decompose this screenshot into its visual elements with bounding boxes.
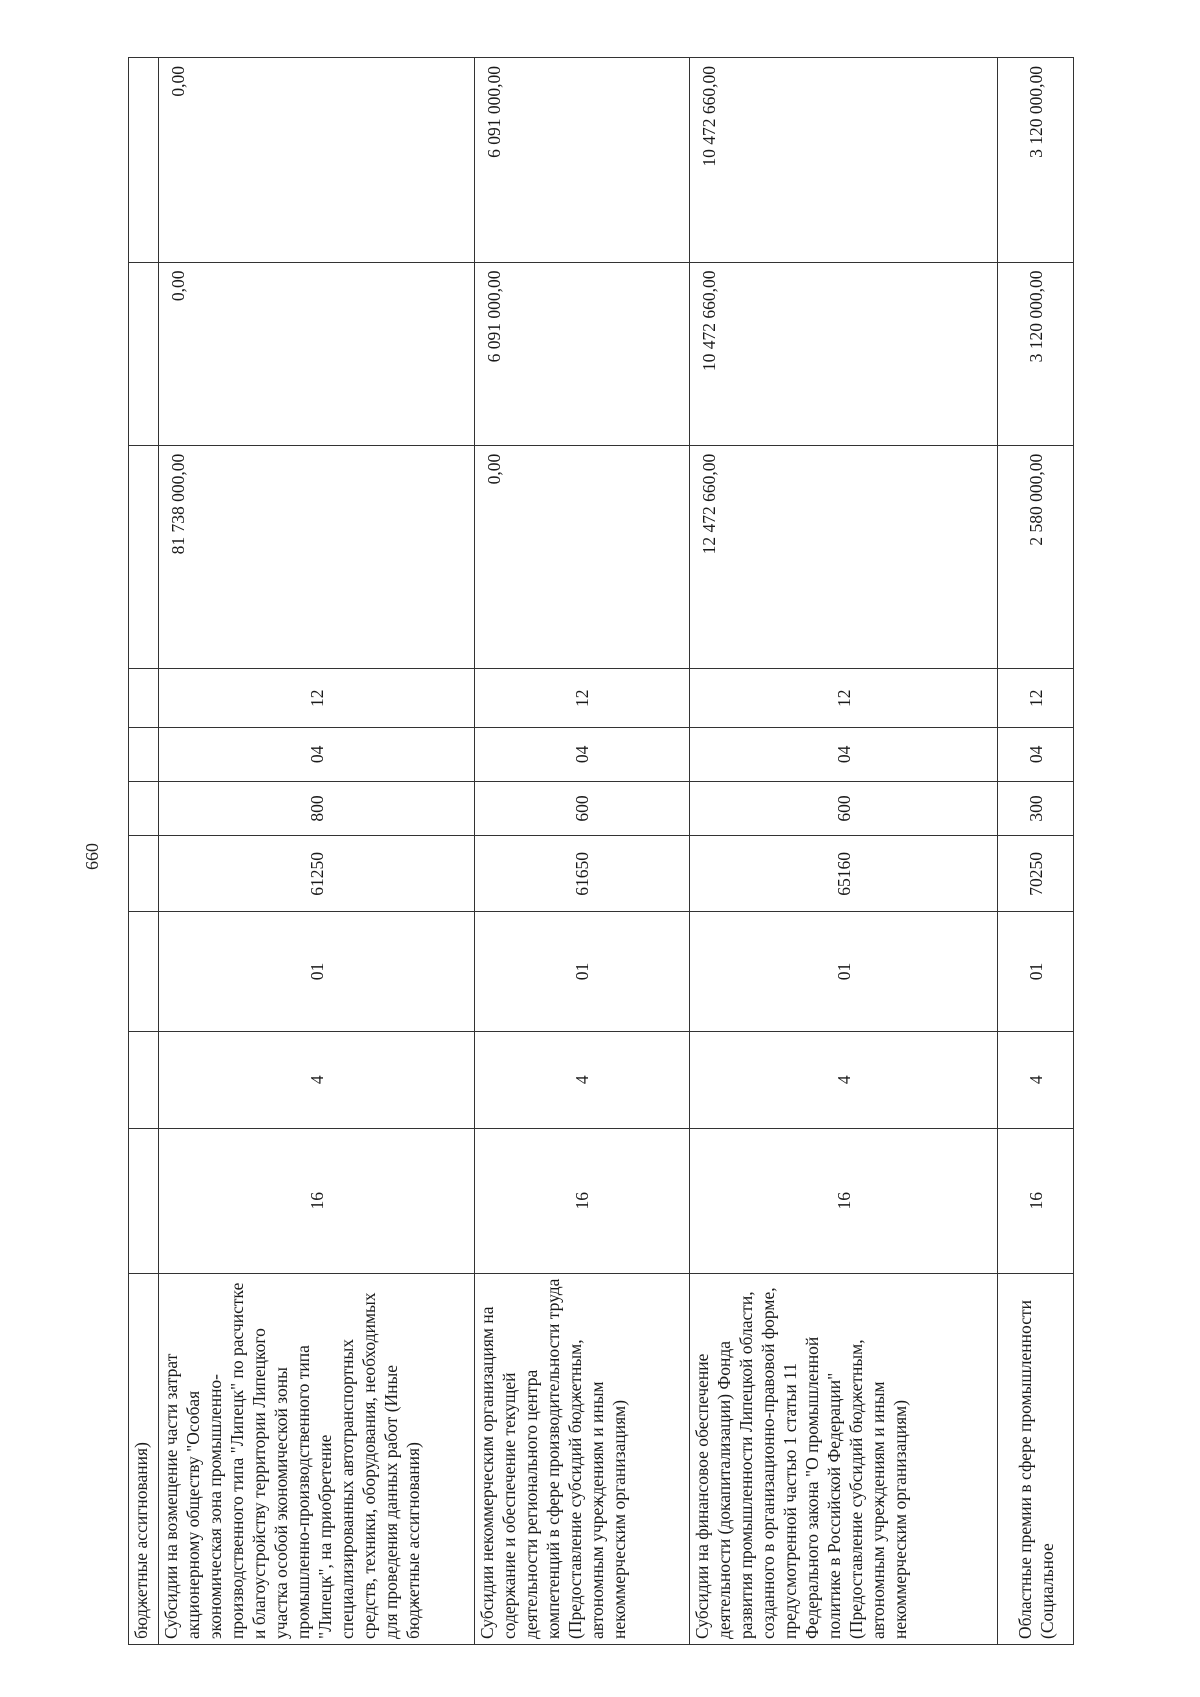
table-row-continuation	[129, 58, 159, 1645]
code-program: 4	[690, 1031, 998, 1128]
amount-year-2: 6 091 000,00	[475, 262, 690, 445]
amount-year-1: 2 580 000,00	[998, 445, 1074, 669]
code-subprogram: 01	[690, 912, 998, 1031]
amount-year-3: 6 091 000,00	[475, 58, 690, 263]
row-description: Субсидии на финансовое обеспечение деятельности (докапитализации) Фонда развития промышленности Липецкой области, созданного в организационно-правовой форме, предусмотренной частью 1 статьи 11 Федерального закона "О промышленной политике в Российской Федерации" (Предоставление субсидий бюджетным, автономным учреждениям и иным некоммерческим организациям)	[690, 1273, 998, 1644]
code-subprogram: 01	[159, 912, 475, 1031]
amount-year-2: 10 472 660,00	[690, 262, 998, 445]
code-program: 4	[475, 1031, 690, 1128]
code-section: 04	[475, 728, 690, 782]
code-administrator: 16	[159, 1128, 475, 1273]
code-expense-type: 300	[998, 781, 1074, 836]
page-number: 660	[82, 843, 102, 870]
code-subsection: 12	[475, 669, 690, 728]
amount-year-2: 3 120 000,00	[998, 262, 1074, 445]
amount-year-1: 81 738 000,00	[159, 445, 475, 669]
amount-year-2: 0,00	[159, 262, 475, 445]
code-subsection: 12	[998, 669, 1074, 728]
code-expense-type: 600	[690, 781, 998, 836]
code-subprogram: 01	[998, 912, 1074, 1031]
code-expense-type: 600	[475, 781, 690, 836]
code-expense-type: 800	[159, 781, 475, 836]
code-administrator: 16	[690, 1128, 998, 1273]
amount-year-1: 0,00	[475, 445, 690, 669]
code-direction: 61650	[475, 836, 690, 912]
amount-year-1: 12 472 660,00	[690, 445, 998, 669]
amount-year-3: 3 120 000,00	[998, 58, 1074, 263]
code-subsection: 12	[690, 669, 998, 728]
continuation-text: бюджетные ассигнования)	[129, 1273, 159, 1644]
table-row	[159, 58, 475, 1645]
amount-year-3: 10 472 660,00	[690, 58, 998, 263]
code-administrator: 16	[998, 1128, 1074, 1273]
table-row	[998, 58, 1074, 1645]
budget-table	[128, 57, 1074, 1645]
table-row	[475, 58, 690, 1645]
code-section: 04	[998, 728, 1074, 782]
code-direction: 61250	[159, 836, 475, 912]
row-description: Субсидии на возмещение части затрат акционерному обществу "Особая экономическая зона промышленно-производственного типа "Липецк" по расчистке и благоустройству территории Липецкого участка особой экономической зоны промышленно-производственного типа "Липецк", на приобретение специализированных автотранспортных средств, техники, оборудования, необходимых для проведения данных работ (Иные бюджетные ассигнования)	[159, 1273, 475, 1644]
budget-table-rotated	[128, 57, 1073, 1645]
row-description: Субсидии некоммерческим организациям на содержание и обеспечение текущей деятельности регионального центра компетенций в сфере производительности труда (Предоставление субсидий бюджетным, автономным учреждениям и иным некоммерческим организациям)	[475, 1273, 690, 1644]
code-program: 4	[998, 1031, 1074, 1128]
table-row	[690, 58, 998, 1645]
row-description: Областные премии в сфере промышленности (Социальное	[998, 1273, 1074, 1644]
code-subsection: 12	[159, 669, 475, 728]
code-program: 4	[159, 1031, 475, 1128]
code-direction: 65160	[690, 836, 998, 912]
amount-year-3: 0,00	[159, 58, 475, 263]
code-section: 04	[159, 728, 475, 782]
code-section: 04	[690, 728, 998, 782]
code-administrator: 16	[475, 1128, 690, 1273]
code-direction: 70250	[998, 836, 1074, 912]
code-subprogram: 01	[475, 912, 690, 1031]
